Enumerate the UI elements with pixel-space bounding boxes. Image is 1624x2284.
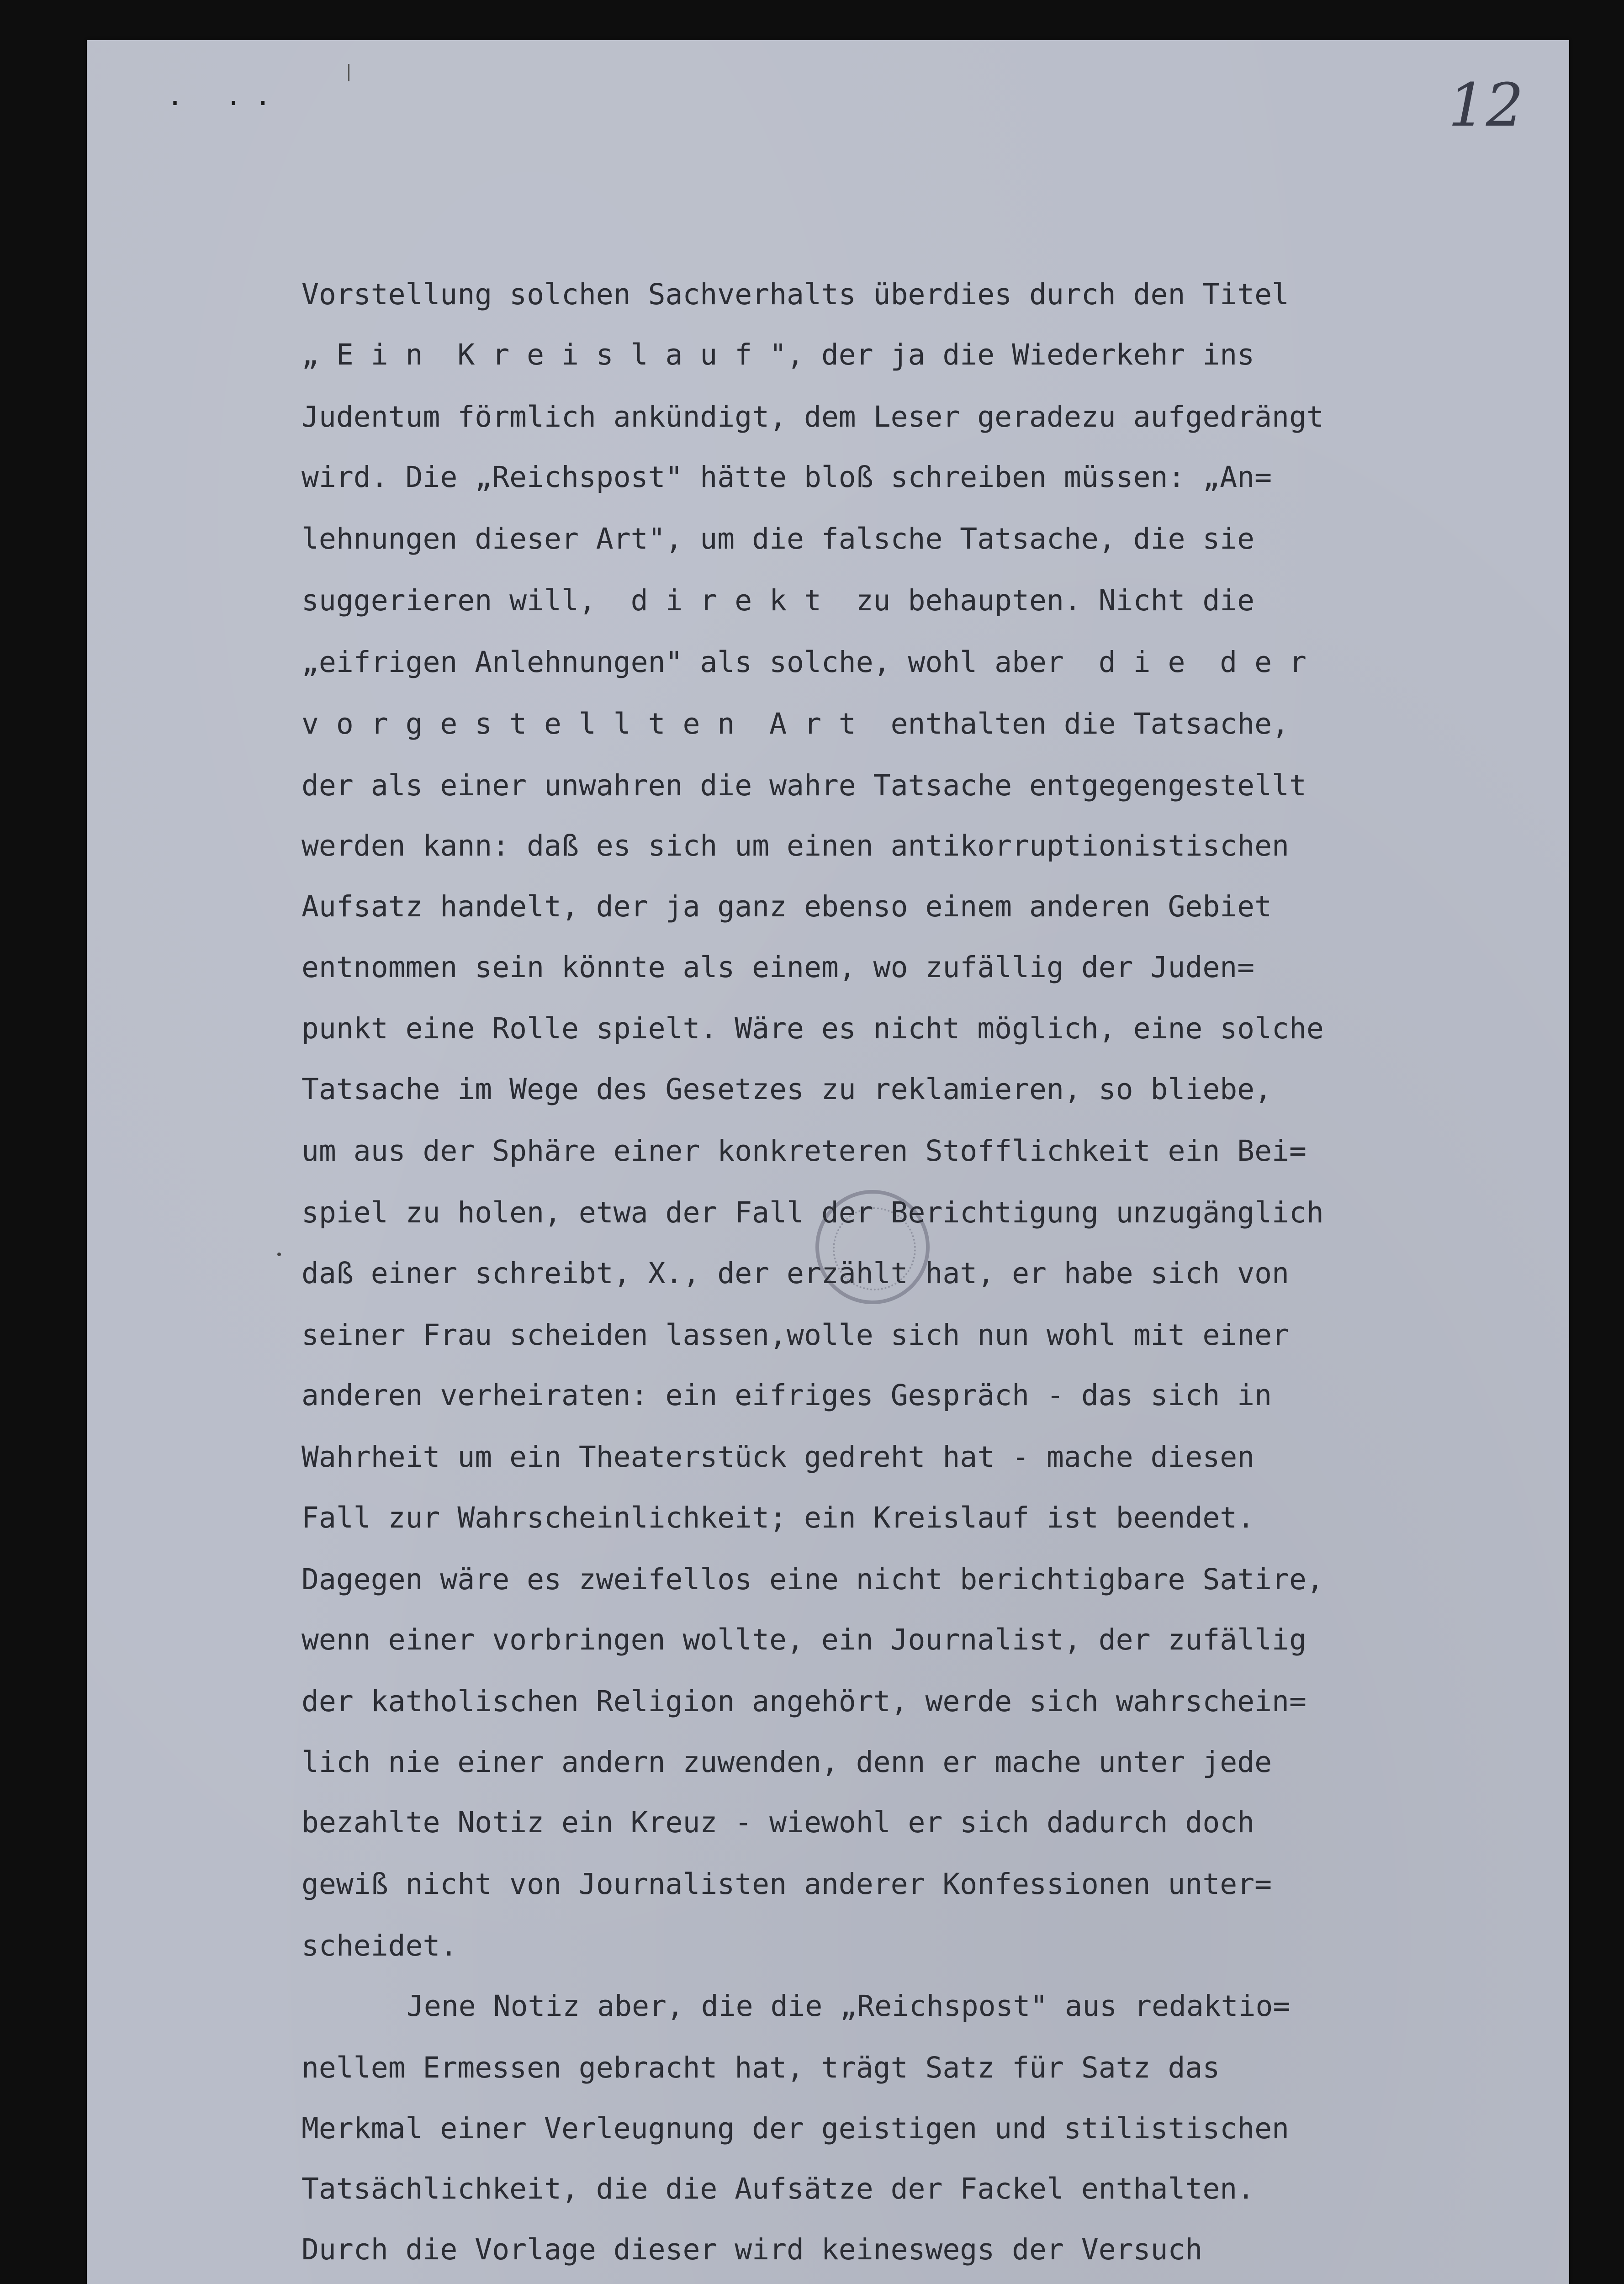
text-line: Judentum förmlich ankündigt, dem Leser geradezu aufgedrängt bbox=[302, 400, 1324, 434]
text-line: lich nie einer andern zuwenden, denn er mache unter jede bbox=[302, 1745, 1272, 1779]
text-line: anderen verheiraten: ein eifriges Gespräch - das sich in bbox=[302, 1379, 1272, 1412]
text-line: scheidet. bbox=[302, 1929, 458, 1962]
text-line: Wahrheit um ein Theaterstück gedreht hat - mache diesen bbox=[302, 1440, 1255, 1474]
text-line: Durch die Vorlage dieser wird keineswegs der Versuch bbox=[302, 2233, 1203, 2266]
text-line: der als einer unwahren die wahre Tatsache entgegengestellt bbox=[302, 769, 1307, 802]
text-line: Tatsächlichkeit, die die Aufsätze der Fackel enthalten. bbox=[302, 2172, 1255, 2205]
text-line: wird. Die „Reichspost" hätte bloß schreiben müssen: „An= bbox=[302, 460, 1272, 494]
text-line: gewiß nicht von Journalisten anderer Konfessionen unter= bbox=[302, 1867, 1272, 1901]
text-line: Tatsache im Wege des Gesetzes zu reklamieren, so bliebe, bbox=[302, 1073, 1272, 1106]
text-line: punkt eine Rolle spielt. Wäre es nicht möglich, eine solche bbox=[302, 1012, 1324, 1045]
text-line: Jene Notiz aber, die die „Reichspost" aus redaktio= bbox=[407, 1989, 1291, 2023]
text-line: Merkmal einer Verleugnung der geistigen und stilistischen bbox=[302, 2112, 1289, 2145]
text-line: lehnungen dieser Art", um die falsche Tatsache, die sie bbox=[302, 522, 1255, 555]
text-line: nellem Ermessen gebracht hat, trägt Satz für Satz das bbox=[302, 2051, 1220, 2084]
page-number: 12 bbox=[1448, 70, 1524, 140]
text-line: seiner Frau scheiden lassen,wolle sich nun wohl mit einer bbox=[302, 1318, 1289, 1352]
text-line: wenn einer vorbringen wollte, ein Journalist, der zufällig bbox=[302, 1623, 1307, 1656]
corner-marks: . .. bbox=[167, 80, 284, 112]
text-line: um aus der Sphäre einer konkreteren Stofflichkeit ein Bei= bbox=[302, 1134, 1307, 1168]
text-line: Vorstellung solchen Sachverhalts überdies durch den Titel bbox=[302, 278, 1289, 311]
text-line: „ E i n K r e i s l a u f ", der ja die Wiederkehr ins bbox=[302, 338, 1255, 371]
text-line: Aufsatz handelt, der ja ganz ebenso einem anderen Gebiet bbox=[302, 890, 1272, 923]
text-line: spiel zu holen, etwa der Fall der Berichtigung unzugänglich bbox=[302, 1196, 1324, 1229]
text-line: „eifrigen Anlehnungen" als solche, wohl aber d i e d e r bbox=[302, 645, 1307, 679]
text-line: suggerieren will, d i r e k t zu behaupten. Nicht die bbox=[302, 584, 1255, 617]
text-line: Fall zur Wahrscheinlichkeit; ein Kreislauf ist beendet. bbox=[302, 1501, 1255, 1534]
text-line: daß einer schreibt, X., der erzählt hat, er habe sich von bbox=[302, 1257, 1289, 1290]
text-line: entnommen sein könnte als einem, wo zufällig der Juden= bbox=[302, 951, 1255, 984]
text-line: werden kann: daß es sich um einen antikorruptionistischen bbox=[302, 829, 1289, 862]
text-line: Dagegen wäre es zweifellos eine nicht berichtigbare Satire, bbox=[302, 1563, 1324, 1596]
text-line: der katholischen Religion angehört, werde sich wahrschein= bbox=[302, 1685, 1307, 1718]
text-line: v o r g e s t e l l t e n A r t enthalten die Tatsache, bbox=[302, 707, 1289, 740]
text-line: bezahlte Notiz ein Kreuz - wiewohl er sich dadurch doch bbox=[302, 1806, 1255, 1839]
